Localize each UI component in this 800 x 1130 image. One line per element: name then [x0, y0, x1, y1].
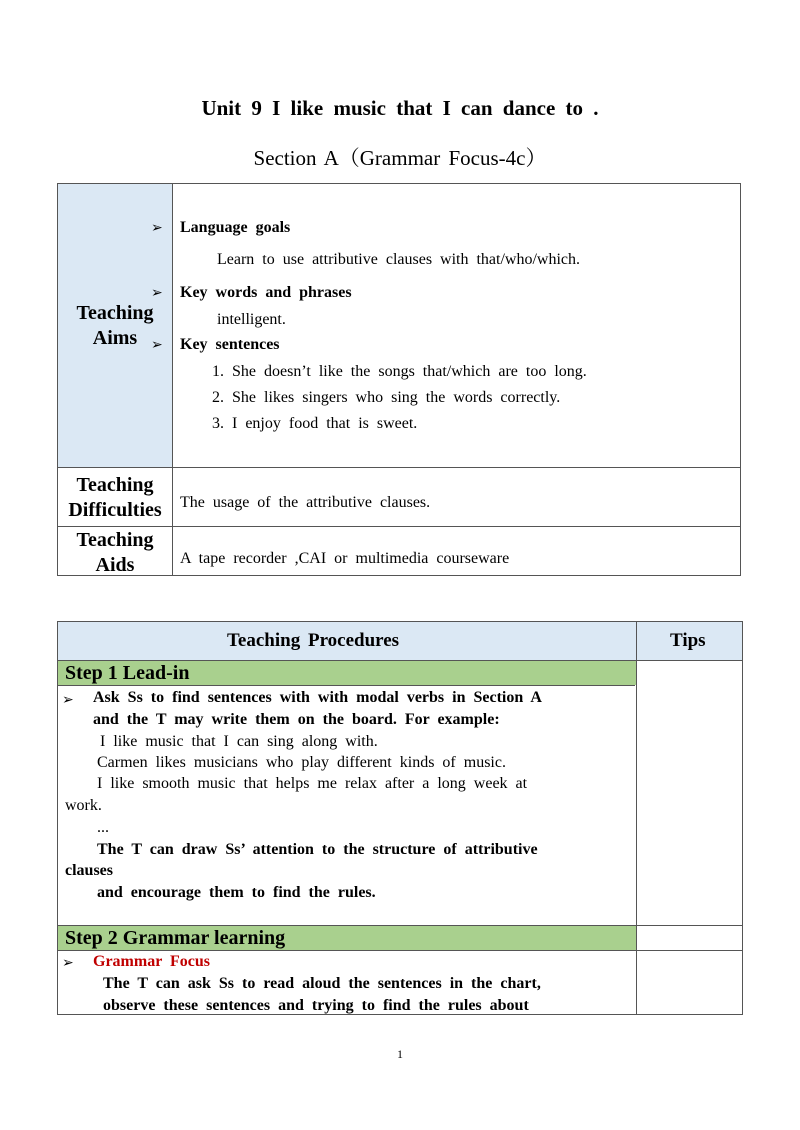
document-subtitle: Section A（Grammar Focus-4c）	[253, 146, 547, 170]
step1-line: and encourage them to find the rules.	[97, 884, 376, 901]
key-sentence-1: 1. She doesn’t like the songs that/which are too long.	[212, 363, 587, 380]
step1-line: The T can draw Ss’ attention to the structure of attributive	[97, 841, 538, 858]
tips-header: Tips	[670, 630, 706, 651]
step1-line: Carmen likes musicians who play different kinds of music.	[97, 754, 506, 771]
aids-text: A tape recorder ,CAI or multimedia courseware	[180, 550, 510, 567]
procedures-header-row	[58, 622, 742, 660]
step2-line: The T can ask Ss to read aloud the sentences in the chart,	[103, 975, 541, 992]
key-words-heading: Key words and phrases	[180, 284, 352, 301]
bullet-arrow-icon: ➢	[62, 692, 74, 708]
grammar-focus-label: Grammar Focus	[93, 953, 211, 970]
key-sentences-heading: Key sentences	[180, 336, 280, 353]
teaching-procedures-table	[57, 621, 743, 1015]
step1-line: I like smooth music that helps me relax after a long week at	[97, 775, 528, 792]
step1-line: clauses	[65, 862, 113, 879]
step1-title: Step 1 Lead-in	[65, 662, 190, 684]
teaching-aids-label: Teaching Aids	[76, 529, 154, 576]
step2-title: Step 2 Grammar learning	[65, 927, 286, 949]
step1-line: and the T may write them on the board. For example:	[93, 711, 500, 728]
bullet-arrow-icon: ➢	[151, 285, 163, 301]
page-number: 1	[397, 1047, 403, 1061]
bullet-arrow-icon: ➢	[151, 220, 163, 236]
document-title: Unit 9 I like music that I can dance to .	[201, 96, 599, 120]
key-words-text: intelligent.	[217, 311, 286, 328]
procedures-header: Teaching Procedures	[227, 630, 400, 651]
teaching-difficulties-label: Teaching Difficulties	[68, 474, 162, 521]
step1-line: work.	[65, 797, 102, 814]
teaching-aims-label: Teaching Aims	[76, 302, 154, 349]
key-sentence-3: 3. I enjoy food that is sweet.	[212, 415, 418, 432]
step2-line: observe these sentences and trying to find the rules about	[103, 997, 529, 1014]
language-goals-heading: Language goals	[180, 219, 291, 236]
bullet-arrow-icon: ➢	[62, 955, 74, 971]
language-goals-text: Learn to use attributive clauses with that/who/which.	[217, 251, 581, 268]
key-sentence-2: 2. She likes singers who sing the words correctly.	[212, 389, 561, 406]
bullet-arrow-icon: ➢	[151, 337, 163, 353]
difficulties-text: The usage of the attributive clauses.	[180, 494, 431, 511]
step1-line: Ask Ss to find sentences with with modal verbs in Section A	[93, 689, 542, 706]
step1-line: ...	[97, 819, 109, 836]
teaching-info-table	[57, 183, 741, 576]
step1-line: I like music that I can sing along with.	[100, 733, 378, 750]
